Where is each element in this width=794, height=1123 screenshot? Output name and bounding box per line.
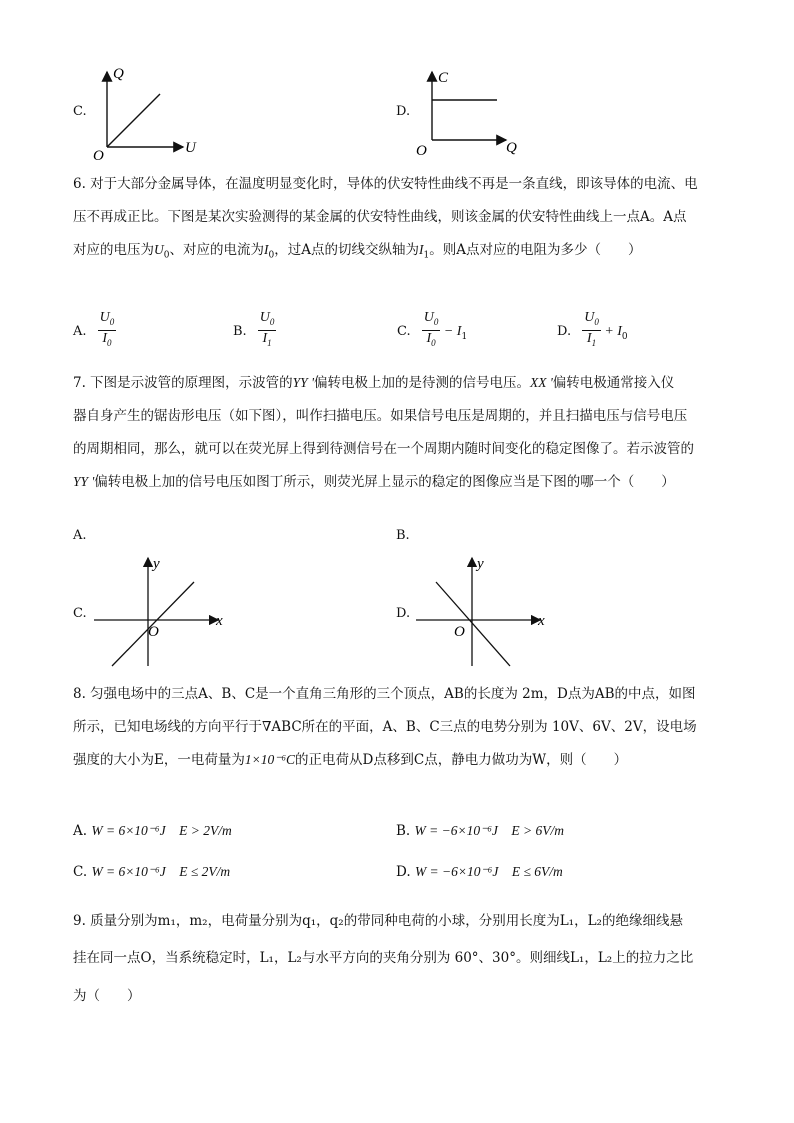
x-axis-label: x <box>538 613 545 629</box>
q6-option-d[interactable]: D. $\frac{U_0}{I_1}$ + $I_0$ <box>557 310 628 348</box>
proportional-line <box>107 94 160 147</box>
graph-rising-line <box>88 548 233 670</box>
q9-line-2: 挂在同一点O，当系统稳定时，L₁，L₂与水平方向的夹角分别为 60°、30°。则细线L₁，L₂上的拉力之比 <box>73 950 694 966</box>
q8-line-2: 所示，已知电场线的方向平行于∇ABC所在的平面，A、B、C三点的电势分别为 10V、6V、2V，设电场 <box>73 719 697 735</box>
q6-line-3: 对应的电压为$U_0$、对应的电流为$I_0$，过A点的切线交纵轴为$I_1$。则A点对应的电阻为多少（ ） <box>73 242 642 261</box>
option-d-label: D. <box>396 104 411 119</box>
q8-line-3: 强度的大小为E，一电荷量为1×10⁻⁶C的正电荷从D点移到C点，静电力做功为W，则（ ） <box>73 752 628 768</box>
q6-line-1: 6. 对于大部分金属导体，在温度明显变化时，导体的伏安特性曲线不再是一条直线，即该导体的电流、电 <box>73 176 698 192</box>
q7-option-b[interactable]: B. <box>396 528 410 543</box>
origin-label: O <box>454 624 465 640</box>
y-axis-label: C <box>438 70 449 86</box>
q9-line-1: 9. 质量分别为m₁，m₂，电荷量分别为q₁，q₂的带同种电荷的小球，分别用长度为L₁，L₂的绝缘细线悬 <box>73 913 683 929</box>
q8-line-1: 8. 匀强电场中的三点A、B、C是一个直角三角形的三个顶点，AB的长度为 2m，D点为AB的中点，如图 <box>73 686 696 702</box>
q6-option-c[interactable]: C. $\frac{U_0}{I_0}$ − $I_1$ <box>397 310 468 348</box>
x-axis-label: Q <box>506 140 517 156</box>
origin-label: O <box>148 624 159 640</box>
y-axis-label: y <box>477 556 484 572</box>
q7-line-4: YY '偏转电极上加的信号电压如图丁所示，则荧光屏上显示的稳定的图像应当是下图的哪一个（ ） <box>73 474 675 490</box>
q9-line-3: 为（ ） <box>73 988 141 1004</box>
q7-line-3: 的周期相同，那么，就可以在荧光屏上得到待测信号在一个周期内随时间变化的稳定图像了。若示波管的 <box>73 441 694 457</box>
q7-option-a[interactable]: A. <box>73 528 87 543</box>
q6-option-a[interactable]: A. $\frac{U_0}{I_0}$ <box>73 310 115 348</box>
y-axis-label: Q <box>113 66 124 82</box>
q7-option-c[interactable]: C. <box>73 606 87 621</box>
graph-c-vs-q <box>410 60 530 165</box>
q8-option-d[interactable]: D. W = −6×10⁻⁶J E ≤ 6V/m <box>396 864 563 880</box>
x-axis-label: U <box>185 140 196 156</box>
q7-line-1: 7. 下图是示波管的原理图，示波管的YY '偏转电极上加的是待测的信号电压。XX '偏转电极通常接入仪 <box>73 375 675 391</box>
y-axis-label: y <box>153 556 160 572</box>
q6-option-b[interactable]: B. $\frac{U_0}{I_1}$ <box>233 310 275 348</box>
q6-line-2: 压不再成正比。下图是某次实验测得的某金属的伏安特性曲线，则该金属的伏安特性曲线上一点A。A点 <box>73 209 687 225</box>
q7-line-2: 器自身产生的锯齿形电压（如下图），叫作扫描电压。如果信号电压是周期的，并且扫描电压与信号电压 <box>73 408 688 424</box>
origin-label: O <box>93 148 104 164</box>
q8-option-b[interactable]: B. W = −6×10⁻⁶J E > 6V/m <box>396 823 565 839</box>
graph-q-vs-u <box>85 60 205 165</box>
q8-option-c[interactable]: C. W = 6×10⁻⁶J E ≤ 2V/m <box>73 864 231 880</box>
q8-option-a[interactable]: A. W = 6×10⁻⁶J E > 2V/m <box>73 823 232 839</box>
origin-label: O <box>416 143 427 159</box>
diagonal-line <box>436 582 510 666</box>
option-c-label: C. <box>73 104 87 119</box>
x-axis-label: x <box>216 613 223 629</box>
q7-option-d[interactable]: D. <box>396 606 411 621</box>
graph-falling-line <box>410 548 555 670</box>
